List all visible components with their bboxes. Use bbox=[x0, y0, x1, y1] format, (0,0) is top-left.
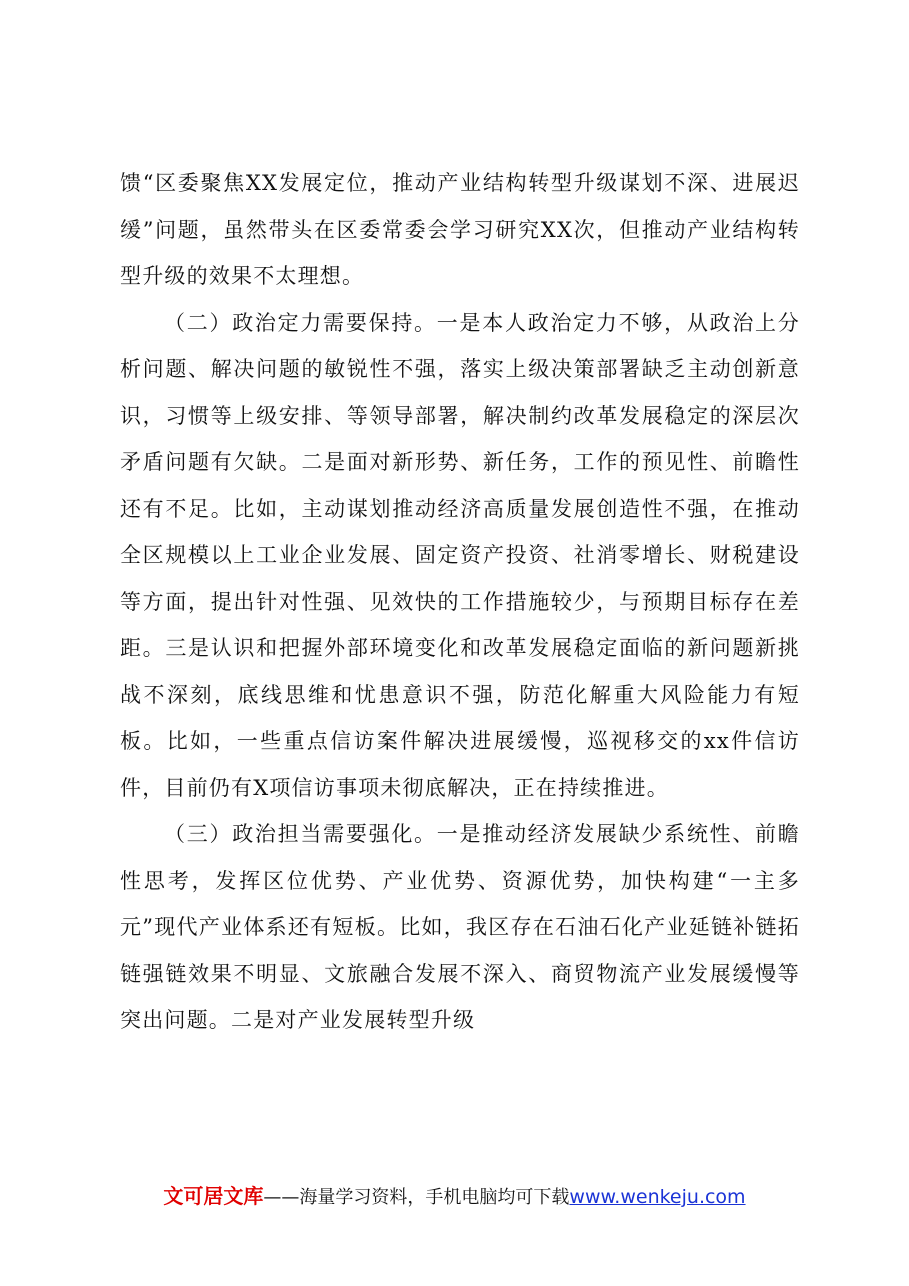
footer-tagline: ——海量学习资料，手机电脑均可下载 bbox=[263, 1187, 570, 1208]
paragraph-2: （二）政治定力需要保持。一是本人政治定力不够，从政治上分析问题、解决问题的敏锐性不强，落实上级决策部署缺乏主动创新意识，习惯等上级安排、等领导部署，解决制约改革发展稳定的深层次矛盾问题有欠缺。二是面对新形势、新任务，工作的预见性、前瞻性还有不足。比如，主动谋划推动经济高质量发展创造性不强，在推动全区规模以上工业企业发展、固定资产投资、社消零增长、财税建设等方面，提出针对性强、见效快的工作措施较少，与预期目标存在差距。三是认识和把握外部环境变化和改革发展稳定面临的新问题新挑战不深刻，底线思维和忧患意识不强，防范化解重大风险能力有短板。比如，一些重点信访案件解决进展缓慢，巡视移交的xx件信访件，目前仍有X项信访事项未彻底解决，正在持续推进。 bbox=[120, 310, 800, 800]
footer-brand: 文可居文库 bbox=[163, 1184, 264, 1208]
footer-watermark bbox=[0, 1182, 909, 1212]
paragraph-3: （三）政治担当需要强化。一是推动经济发展缺少系统性、前瞻性思考，发挥区位优势、产业优势、资源优势，加快构建“一主多元”现代产业体系还有短板。比如，我区存在石油石化产业延链补链拓链强链效果不明显、文旅融合发展不深入、商贸物流产业发展缓慢等突出问题。二是对产业发展转型升级 bbox=[120, 822, 800, 1032]
document-body bbox=[120, 160, 800, 1044]
paragraph-1: 馈“区委聚焦XX发展定位，推动产业结构转型升级谋划不深、进展迟缓”问题，虽然带头在区委常委会学习研究XX次，但推动产业结构转型升级的效果不太理想。 bbox=[120, 171, 800, 288]
footer-url-link[interactable]: www.wenkeju.com bbox=[569, 1186, 746, 1208]
